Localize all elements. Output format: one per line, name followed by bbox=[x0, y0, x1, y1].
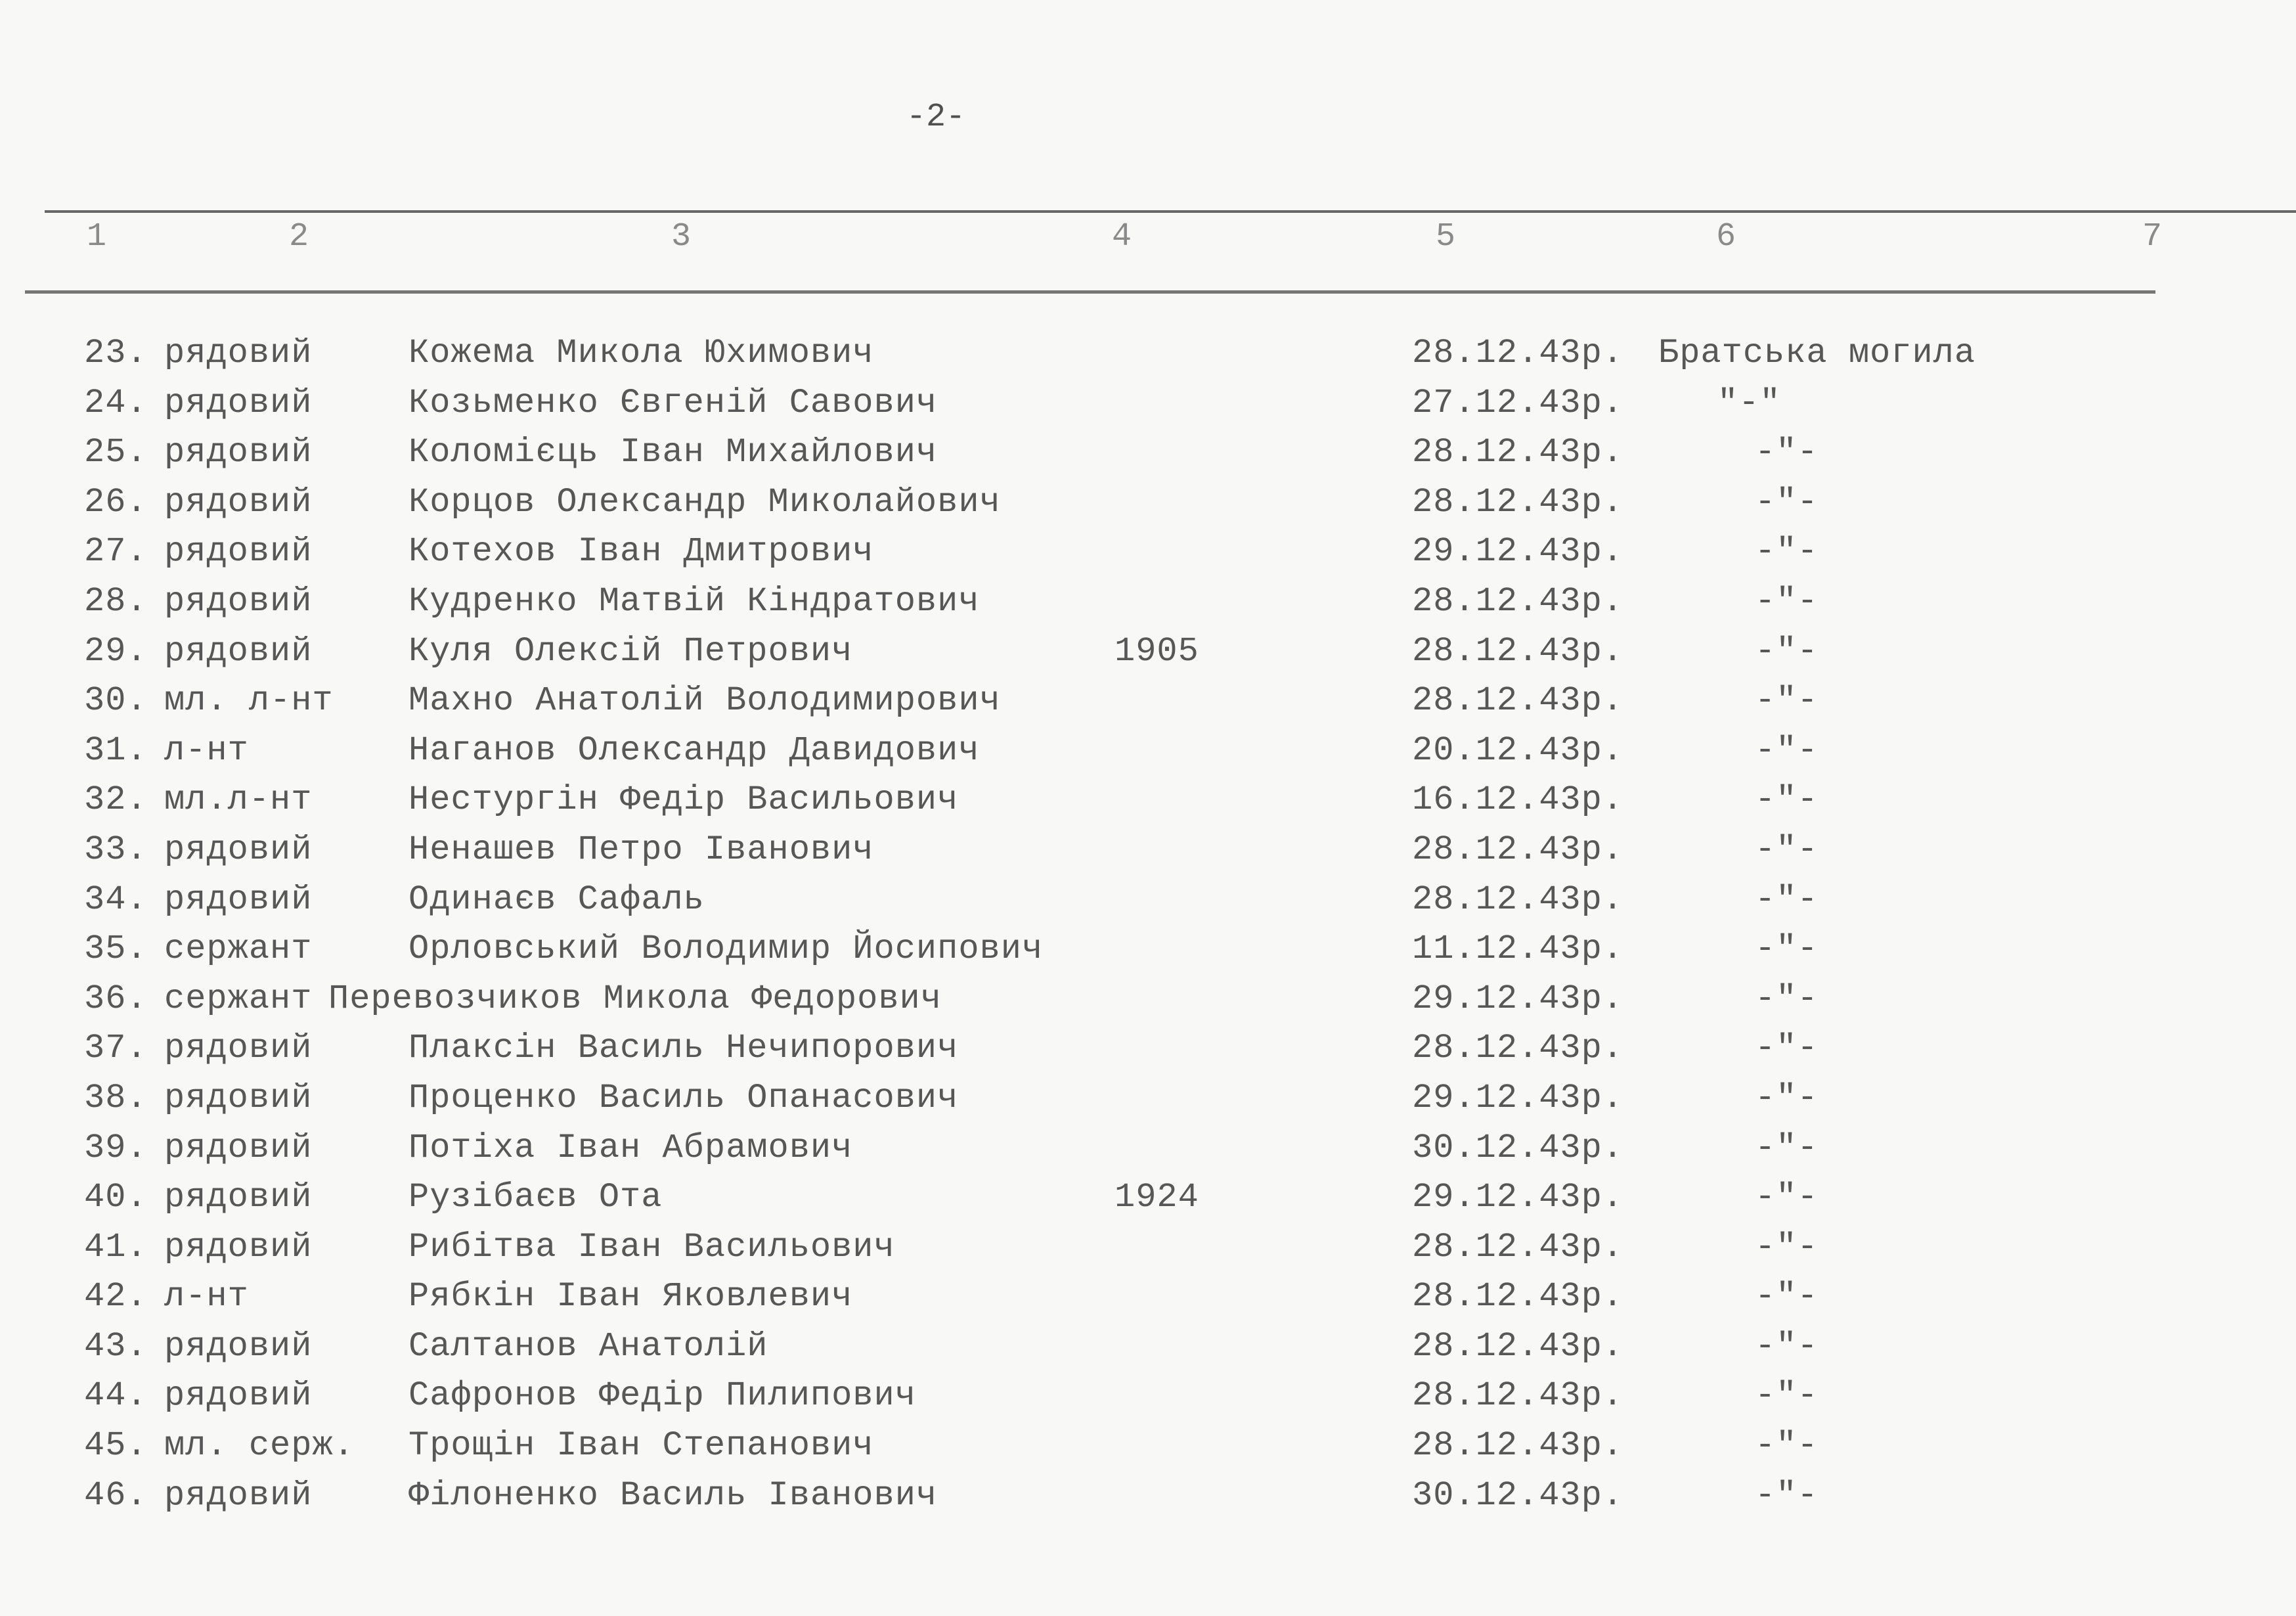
row-number: 43. bbox=[84, 1326, 148, 1366]
row-rank: рядовий bbox=[164, 631, 313, 671]
row-name: Кожема Микола Юхимович bbox=[408, 334, 874, 372]
row-number: 30. bbox=[84, 681, 148, 721]
row-rank: рядовий bbox=[164, 830, 313, 869]
row-birth-year: 1924 bbox=[1115, 1178, 1199, 1217]
table-row bbox=[0, 880, 2296, 930]
row-burial-place: -"- bbox=[1755, 681, 1819, 721]
row-name: Корцов Олександр Миколайович bbox=[408, 482, 1001, 522]
row-death-date: 29.12.43р. bbox=[1412, 1178, 1624, 1217]
row-number: 26. bbox=[84, 482, 148, 522]
row-death-date: 28.12.43р. bbox=[1412, 433, 1624, 472]
row-number: 40. bbox=[84, 1178, 148, 1217]
row-death-date: 28.12.43р. bbox=[1412, 1277, 1624, 1316]
row-burial-place: -"- bbox=[1755, 1227, 1819, 1267]
table-row bbox=[0, 731, 2296, 781]
row-rank: мл. л-нт bbox=[164, 681, 334, 721]
table-row bbox=[0, 1327, 2296, 1377]
row-death-date: 28.12.43р. bbox=[1412, 482, 1624, 522]
table-row bbox=[0, 1277, 2296, 1327]
row-name: Філоненко Василь Іванович bbox=[408, 1475, 938, 1515]
row-rank: мл.л-нт bbox=[164, 780, 313, 820]
table-row bbox=[0, 830, 2296, 880]
table-row bbox=[0, 483, 2296, 533]
row-name: Рузібаєв Ота bbox=[408, 1178, 663, 1217]
row-number: 32. bbox=[84, 780, 148, 820]
table-row bbox=[0, 532, 2296, 582]
table-row bbox=[0, 1228, 2296, 1278]
row-name: Рябкін Іван Яковлевич bbox=[408, 1277, 853, 1316]
row-rank: л-нт bbox=[164, 730, 249, 770]
row-rank: рядовий bbox=[164, 1326, 313, 1366]
row-number: 33. bbox=[84, 830, 148, 869]
row-burial-place: -"- bbox=[1755, 433, 1819, 472]
row-rank: сержант bbox=[164, 979, 313, 1018]
column-header-2: 2 bbox=[289, 218, 309, 256]
row-name: Куля Олексій Петрович bbox=[408, 631, 853, 671]
row-death-date: 20.12.43р. bbox=[1412, 730, 1624, 770]
row-rank: рядовий bbox=[164, 1178, 313, 1217]
row-death-date: 30.12.43р. bbox=[1412, 1128, 1624, 1167]
row-name: Сафронов Федір Пилипович bbox=[408, 1376, 916, 1416]
row-rank: рядовий bbox=[164, 1475, 313, 1515]
row-burial-place: -"- bbox=[1755, 830, 1819, 869]
row-rank: л-нт bbox=[164, 1277, 249, 1316]
table-row bbox=[0, 780, 2296, 830]
row-name: Проценко Василь Опанасович bbox=[408, 1078, 959, 1117]
row-number: 39. bbox=[84, 1128, 148, 1167]
table-row bbox=[0, 1129, 2296, 1178]
row-rank: рядовий bbox=[164, 1227, 313, 1267]
row-rank: рядовий bbox=[164, 334, 313, 372]
table-row bbox=[0, 681, 2296, 731]
row-rank: мл. серж. bbox=[164, 1426, 355, 1466]
table-row bbox=[0, 1079, 2296, 1129]
row-death-date: 28.12.43р. bbox=[1412, 880, 1624, 919]
row-death-date: 28.12.43р. bbox=[1412, 1376, 1624, 1416]
row-burial-place: -"- bbox=[1755, 532, 1819, 572]
row-burial-place: -"- bbox=[1755, 1326, 1819, 1366]
row-name: Ненашев Петро Іванович bbox=[408, 830, 874, 869]
page-number: -2- bbox=[906, 99, 966, 136]
row-number: 42. bbox=[84, 1277, 148, 1316]
row-death-date: 28.12.43р. bbox=[1412, 1029, 1624, 1068]
row-name: Рибітва Іван Васильович bbox=[408, 1227, 895, 1267]
row-number: 44. bbox=[84, 1376, 148, 1416]
row-death-date: 16.12.43р. bbox=[1412, 780, 1624, 820]
row-name: Нестургін Федір Васильович bbox=[408, 780, 959, 820]
row-death-date: 28.12.43р. bbox=[1412, 334, 1624, 372]
row-number: 29. bbox=[84, 631, 148, 671]
row-name: Перевозчиков Микола Федорович bbox=[328, 979, 942, 1018]
row-rank: рядовий bbox=[164, 1029, 313, 1068]
row-death-date: 28.12.43р. bbox=[1412, 581, 1624, 621]
row-burial-place: -"- bbox=[1755, 730, 1819, 770]
row-number: 36. bbox=[84, 979, 148, 1018]
row-death-date: 29.12.43р. bbox=[1412, 532, 1624, 572]
row-death-date: 29.12.43р. bbox=[1412, 1078, 1624, 1117]
row-number: 23. bbox=[84, 334, 148, 372]
row-name: Потіха Іван Абрамович bbox=[408, 1128, 853, 1167]
table-row bbox=[0, 1476, 2296, 1526]
row-death-date: 11.12.43р. bbox=[1412, 930, 1624, 969]
row-rank: рядовий bbox=[164, 581, 313, 621]
column-header-7: 7 bbox=[2142, 218, 2163, 256]
row-name: Коломієць Іван Михайлович bbox=[408, 433, 938, 472]
row-name: Трощін Іван Степанович bbox=[408, 1426, 874, 1466]
row-number: 35. bbox=[84, 930, 148, 969]
row-rank: рядовий bbox=[164, 433, 313, 472]
row-burial-place: -"- bbox=[1755, 780, 1819, 820]
row-burial-place: -"- bbox=[1755, 482, 1819, 522]
row-name: Наганов Олександр Давидович bbox=[408, 730, 980, 770]
table-row bbox=[0, 384, 2296, 434]
table-row bbox=[0, 1178, 2296, 1228]
row-burial-place: -"- bbox=[1755, 1426, 1819, 1466]
row-burial-place: -"- bbox=[1755, 979, 1819, 1018]
row-rank: рядовий bbox=[164, 383, 313, 422]
row-death-date: 28.12.43р. bbox=[1412, 1227, 1624, 1267]
row-burial-place: -"- bbox=[1755, 1029, 1819, 1068]
row-rank: рядовий bbox=[164, 1078, 313, 1117]
table-row bbox=[0, 1376, 2296, 1426]
row-name: Орловський Володимир Йосипович bbox=[408, 930, 1044, 969]
row-death-date: 28.12.43р. bbox=[1412, 681, 1624, 721]
row-burial-place: -"- bbox=[1755, 1128, 1819, 1167]
table-row bbox=[0, 334, 2296, 384]
casualty-list bbox=[0, 334, 2296, 1525]
row-name: Котехов Іван Дмитрович bbox=[408, 532, 874, 572]
row-rank: рядовий bbox=[164, 482, 313, 522]
row-number: 38. bbox=[84, 1078, 148, 1117]
row-burial-place: -"- bbox=[1755, 1376, 1819, 1416]
row-burial-place: -"- bbox=[1755, 631, 1819, 671]
table-row bbox=[0, 1426, 2296, 1476]
row-name: Салтанов Анатолій bbox=[408, 1326, 768, 1366]
row-burial-place: -"- bbox=[1755, 581, 1819, 621]
table-header-rule bbox=[25, 290, 2155, 294]
row-burial-place: -"- bbox=[1755, 1475, 1819, 1515]
row-burial-place: -"- bbox=[1755, 880, 1819, 919]
row-name: Махно Анатолій Володимирович bbox=[408, 681, 1001, 721]
table-top-rule bbox=[45, 210, 2296, 213]
row-burial-place: Братська могила bbox=[1658, 334, 1976, 372]
row-number: 28. bbox=[84, 581, 148, 621]
table-row bbox=[0, 930, 2296, 979]
column-header-3: 3 bbox=[671, 218, 692, 256]
table-row bbox=[0, 1029, 2296, 1079]
row-name: Плаксін Василь Нечипорович bbox=[408, 1029, 959, 1068]
row-death-date: 28.12.43р. bbox=[1412, 1326, 1624, 1366]
row-death-date: 30.12.43р. bbox=[1412, 1475, 1624, 1515]
row-number: 31. bbox=[84, 730, 148, 770]
row-death-date: 28.12.43р. bbox=[1412, 1426, 1624, 1466]
row-rank: рядовий bbox=[164, 1376, 313, 1416]
row-rank: рядовий bbox=[164, 880, 313, 919]
row-number: 46. bbox=[84, 1475, 148, 1515]
row-burial-place: "-" bbox=[1717, 383, 1781, 422]
row-name: Одинаєв Сафаль bbox=[408, 880, 705, 919]
row-number: 24. bbox=[84, 383, 148, 422]
row-number: 27. bbox=[84, 532, 148, 572]
table-row bbox=[0, 632, 2296, 682]
row-burial-place: -"- bbox=[1755, 1178, 1819, 1217]
row-death-date: 29.12.43р. bbox=[1412, 979, 1624, 1018]
row-number: 25. bbox=[84, 433, 148, 472]
column-header-5: 5 bbox=[1436, 218, 1456, 256]
row-death-date: 28.12.43р. bbox=[1412, 830, 1624, 869]
table-row bbox=[0, 433, 2296, 483]
row-burial-place: -"- bbox=[1755, 1277, 1819, 1316]
column-header-6: 6 bbox=[1716, 218, 1736, 256]
column-header-1: 1 bbox=[87, 218, 107, 256]
row-number: 37. bbox=[84, 1029, 148, 1068]
table-row bbox=[0, 979, 2296, 1029]
row-burial-place: -"- bbox=[1755, 930, 1819, 969]
row-rank: рядовий bbox=[164, 1128, 313, 1167]
row-name: Козьменко Євгеній Савович bbox=[408, 383, 938, 422]
row-rank: рядовий bbox=[164, 532, 313, 572]
row-death-date: 27.12.43р. bbox=[1412, 383, 1624, 422]
row-number: 41. bbox=[84, 1227, 148, 1267]
row-number: 45. bbox=[84, 1426, 148, 1466]
row-birth-year: 1905 bbox=[1115, 631, 1199, 671]
table-row bbox=[0, 582, 2296, 632]
row-burial-place: -"- bbox=[1755, 1078, 1819, 1117]
row-death-date: 28.12.43р. bbox=[1412, 631, 1624, 671]
row-number: 34. bbox=[84, 880, 148, 919]
row-rank: сержант bbox=[164, 930, 313, 969]
row-name: Кудренко Матвій Кіндратович bbox=[408, 581, 980, 621]
column-header-4: 4 bbox=[1112, 218, 1132, 256]
